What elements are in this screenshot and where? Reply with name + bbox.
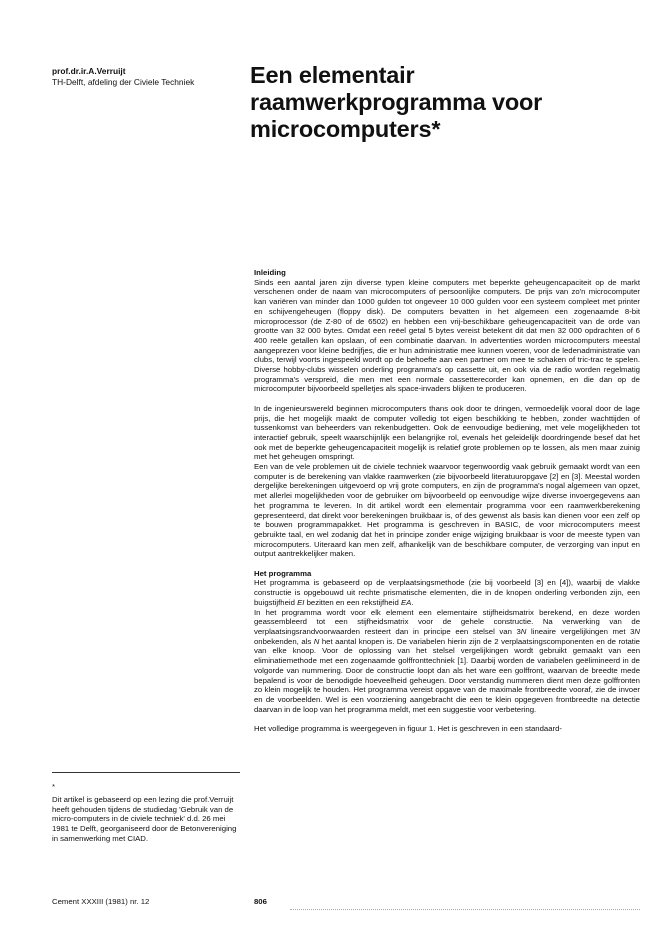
section-heading-inleiding: Inleiding	[254, 268, 286, 277]
footnote-marker: *	[52, 782, 56, 791]
section-heading-programma: Het programma	[254, 568, 312, 578]
page-number: 806	[254, 897, 267, 906]
author-affiliation: TH-Delft, afdeling der Civiele Techniek	[52, 77, 195, 87]
footnote-text: Dit artikel is gebaseerd op een lezing die prof.Verruijt heeft gehouden tijdens de studiedag 'Gebruik van de micro-computers in de civiele techniek' d.d. 26 mei 1981 te Delft, georganiseerd door de Betonvereniging in samenwerking met CIAD.	[52, 795, 237, 843]
paragraph-program-1: Het programma is gebaseerd op de verplaatsingsmethode (zie bij voorbeeld [3] en [4]), waarbij de vlakke constructie is opgebouwd uit rechte prismatische elementen, die in de knopen onderling verbonden zijn, een buigstijfheid EI bezitten en een rekstijfheid EA.	[254, 578, 640, 607]
paragraph-program-2: In het programma wordt voor elk element een elementaire stijfheidsmatrix berekend, en deze worden geassembleerd tot een stijfheidsmatrix voor de gehele constructie. Na verwerking van de verplaatsingsrandvoorwaarden resteert dan in principe een stelsel van 3N lineaire vergelijkingen met 3N onbekenden, als N het aantal knopen is. De variabelen hierin zijn de 2 verplaatsingscomponenten en de rotatie van elke knoop. Voor de oplossing van het stelsel vergelijkingen wordt gebruikt gemaakt van een eliminatiemethode met een zogenaamde golffronttechniek [1]. Daarbij worden de variabelen geëlimineerd in de volgorde van nummering. Door de constructie loopt dan als het ware een golffront, waarvan de breedte mede bepalend is voor de benodigde hoeveelheid geheugen. Door verstandig nummeren dient men deze golffronten zo klein mogelijk te houden. Het programma vereist opgave van de maximale frontbreedte vooraf, zie de invoer en de voorbeelden. Wel is een voorziening aangebracht die een te klein opgegeven frontbreedte na detectie daarvan in de loop van het programma meldt, met een suggestie voor verbetering.	[254, 607, 640, 714]
author-block	[52, 66, 194, 88]
footnote	[52, 783, 240, 844]
article-title	[250, 62, 640, 143]
main-text-column	[254, 268, 640, 734]
bottom-divider	[290, 909, 640, 910]
title-line-3: microcomputers*	[250, 116, 441, 142]
paragraph-intro-1: Sinds een aantal jaren zijn diverse typen kleine computers met beperkte geheugencapaciteit op de markt verschenen onder de naam van microcomputers of persoonlijke computers. De prijs van zo'n microcomputer kan variëren van minder dan 1000 gulden tot ongeveer 10 000 gulden voor een systeem compleet met printer en schijvengeheugen (floppy disk). De computers bevatten in het algemeen een zogenaamde 8-bit microprocessor (de Z-80 of de 6502) en hebben een vrij-beschikbare geheugencapaciteit van de orde van grootte van 32 000 bytes. Omdat een reëel getal 5 bytes vereist betekent dit dat men 32 000 opdrachten of 6 400 reële getallen kan opslaan, of een combinatie daarvan. In advertenties worden microcomputers meestal aangeprezen voor kleine bedrijfjes, die er hun administratie mee kunnen voeren, voor de ledenadministratie van clubs, terwijl voorts ingespeeld wordt op de behoefte aan een partner om mee te schaken of tric-trac te spelen. Diverse hobby-clubs wisselen onderling programma's op cassette uit, en ook via de radio worden regelmatig programma's verspreid, die men met een normale cassetterecorder kan opnemen, en die dan op de microcomputer bijvoorbeeld spelletjes als space-invaders blijken te produceren.	[254, 277, 640, 394]
author-name: prof.dr.ir.A.Verruijt	[52, 66, 126, 76]
title-line-2: raamwerkprogramma voor	[250, 89, 543, 115]
journal-reference: Cement XXXIII (1981) nr. 12	[52, 897, 150, 906]
footnote-divider	[52, 772, 240, 773]
paragraph-intro-3: Een van de vele problemen uit de civiele techniek waarvoor tegenwoordig vaak gebruik gemaakt wordt van een computer is de berekening van vlakke raamwerken (zie bijvoorbeeld literatuuropgave [2] en [3]. Meestal worden dergelijke berekeningen uitgevoerd op vrij grote computers, en zijn de programma's nogal algemeen van opzet, met allerlei mogelijkheden voor de gebruiker om bijvoorbeeld op eenvoudige wijze diverse invoergegevens aan het programma te leveren. In dit artikel wordt een elementair programma voor een raamwerkberekening gepresenteerd, dat direkt voor berekeningen bruikbaar is, of des gewenst als basis kan dienen voor een zelf op te bouwen programmapakket. Het programma is geschreven in BASIC, de voor microcomputers meest gebruikte taal, en wel zodanig dat het in principe zonder enige wijziging bruikbaar is voor de meeste typen van microcomputers. Uiteraard kan men zelf, afhankelijk van de beschikbare computer, de verzorging van input en output aantrekkelijker maken.	[254, 462, 640, 559]
paragraph-intro-2: In de ingenieurswereld beginnen microcomputers thans ook door te dringen, vermoedelijk vooral door de lage prijs, die het mogelijk maakt de computer volledig tot eigen beschikking te hebben, zonder wachttijden of tussenkomst van beheerders van rekenbudgetten. Ook de eenvoudige bediening, met vele mogelijkheden tot interactief gebruik, speelt waarschijnlijk een belangrijke rol, evenals het geleidelijk doordringende besef dat het ook met de beperkte geheugencapaciteit mogelijk is relatief grote problemen op te lossen, als men maar zuinig met het geheugen omspringt.	[254, 403, 640, 462]
title-line-1: Een elementair	[250, 62, 415, 88]
paragraph-program-3: Het volledige programma is weergegeven in figuur 1. Het is geschreven in een standaard-	[254, 724, 563, 733]
